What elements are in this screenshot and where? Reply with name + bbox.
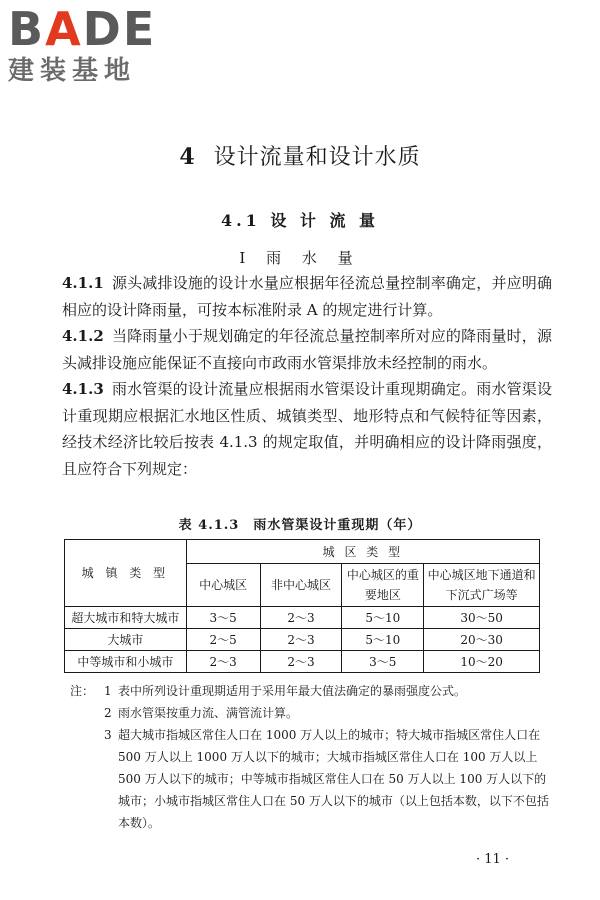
clause-text: 雨水管渠的设计流量应根据雨水管渠设计重现期确定。雨水管渠设计重现期应根据汇水地区性质、城镇类型、地形特点和气候特征等因素，经技术经济比较后按表 4.1.3 的规定取值，并明确相应的设计降雨强度，且应符合下列规定：	[62, 380, 552, 478]
table-cell: 10～20	[424, 651, 540, 673]
clause-4-1-1	[62, 270, 552, 323]
row-label: 超大城市和特大城市	[65, 607, 187, 629]
clause-4-1-3	[62, 376, 552, 482]
row-label: 中等城市和小城市	[65, 651, 187, 673]
table-cell: 20～30	[424, 629, 540, 651]
table-cell: 3～5	[342, 651, 424, 673]
design-return-period-table	[64, 539, 540, 673]
note-text: 雨水管渠按重力流、满管流计算。	[118, 706, 299, 720]
table-row	[65, 651, 540, 673]
table-notes	[70, 680, 550, 834]
group-header: 城 区 类 型	[186, 540, 539, 564]
table-row	[65, 607, 540, 629]
section-title: 4.1 设 计 流 量	[220, 211, 380, 230]
note-item	[70, 724, 550, 834]
chapter-name: 设计流量和设计水质	[213, 145, 421, 170]
table-header-row	[65, 540, 540, 564]
column-header: 中心城区的重要地区	[342, 564, 424, 607]
clause-number: 4.1.1	[62, 274, 104, 292]
row-label: 大城市	[65, 629, 187, 651]
subsection-title: Ⅰ 雨 水 量	[239, 249, 361, 267]
note-index: 3	[104, 728, 112, 742]
clause-number: 4.1.2	[62, 327, 104, 345]
column-header: 中心城区地下通道和下沉式广场等	[424, 564, 540, 607]
table-caption: 表 4.1.3 雨水管渠设计重现期（年）	[178, 518, 422, 533]
column-header: 中心城区	[186, 564, 260, 607]
table-cell: 2～3	[260, 651, 342, 673]
table-cell: 5～10	[342, 607, 424, 629]
clause-text: 当降雨量小于规划确定的年径流总量控制率所对应的降雨量时，源头减排设施应能保证不直接向市政雨水管渠排放未经控制的雨水。	[62, 327, 552, 372]
table-row	[65, 629, 540, 651]
table-cell: 2～3	[260, 607, 342, 629]
chapter-title	[0, 140, 600, 171]
corner-header: 城 镇 类 型	[65, 540, 187, 607]
logo-chinese-name: 建装基地	[8, 56, 137, 86]
clause-list	[62, 270, 552, 482]
bade-logo	[8, 2, 178, 86]
clause-number: 4.1.3	[62, 380, 104, 398]
column-header: 非中心城区	[260, 564, 342, 607]
table-cell: 2～3	[260, 629, 342, 651]
logo-letters-de: DE	[82, 2, 157, 56]
note-index: 2	[104, 706, 112, 720]
page-number: · 11 ·	[476, 852, 510, 867]
note-text: 表中所列设计重现期适用于采用年最大值法确定的暴雨强度公式。	[118, 684, 467, 698]
note-text: 超大城市指城区常住人口在 1000 万人以上的城市；特大城市指城区常住人口在 500 万人以上 1000 万人以下的城市；大城市指城区常住人口在 100 万人以上 500 万人以下的城市；中等城市指城区常住人口在 50 万人以上 100 万人以下的城市；小城市指城区常住人口在 50 万人以下的城市（以上包括本数，以下不包括本数）。	[118, 728, 549, 830]
table-cell: 5～10	[342, 629, 424, 651]
chapter-number: 4	[179, 144, 196, 170]
clause-text: 源头减排设施的设计水量应根据年径流总量控制率确定，并应明确相应的设计降雨量，可按本标准附录 A 的规定进行计算。	[62, 274, 552, 319]
table-cell: 2～5	[186, 629, 260, 651]
table-cell: 3～5	[186, 607, 260, 629]
table-cell: 2～3	[186, 651, 260, 673]
note-item	[70, 680, 550, 702]
notes-prefix: 注：	[70, 684, 95, 698]
table-cell: 30～50	[424, 607, 540, 629]
logo-letter-a: A	[45, 2, 83, 56]
clause-4-1-2	[62, 323, 552, 376]
note-item	[70, 702, 550, 724]
note-index: 1	[104, 684, 112, 698]
logo-letter-b: B	[8, 2, 46, 56]
logo-wordmark	[8, 2, 178, 56]
